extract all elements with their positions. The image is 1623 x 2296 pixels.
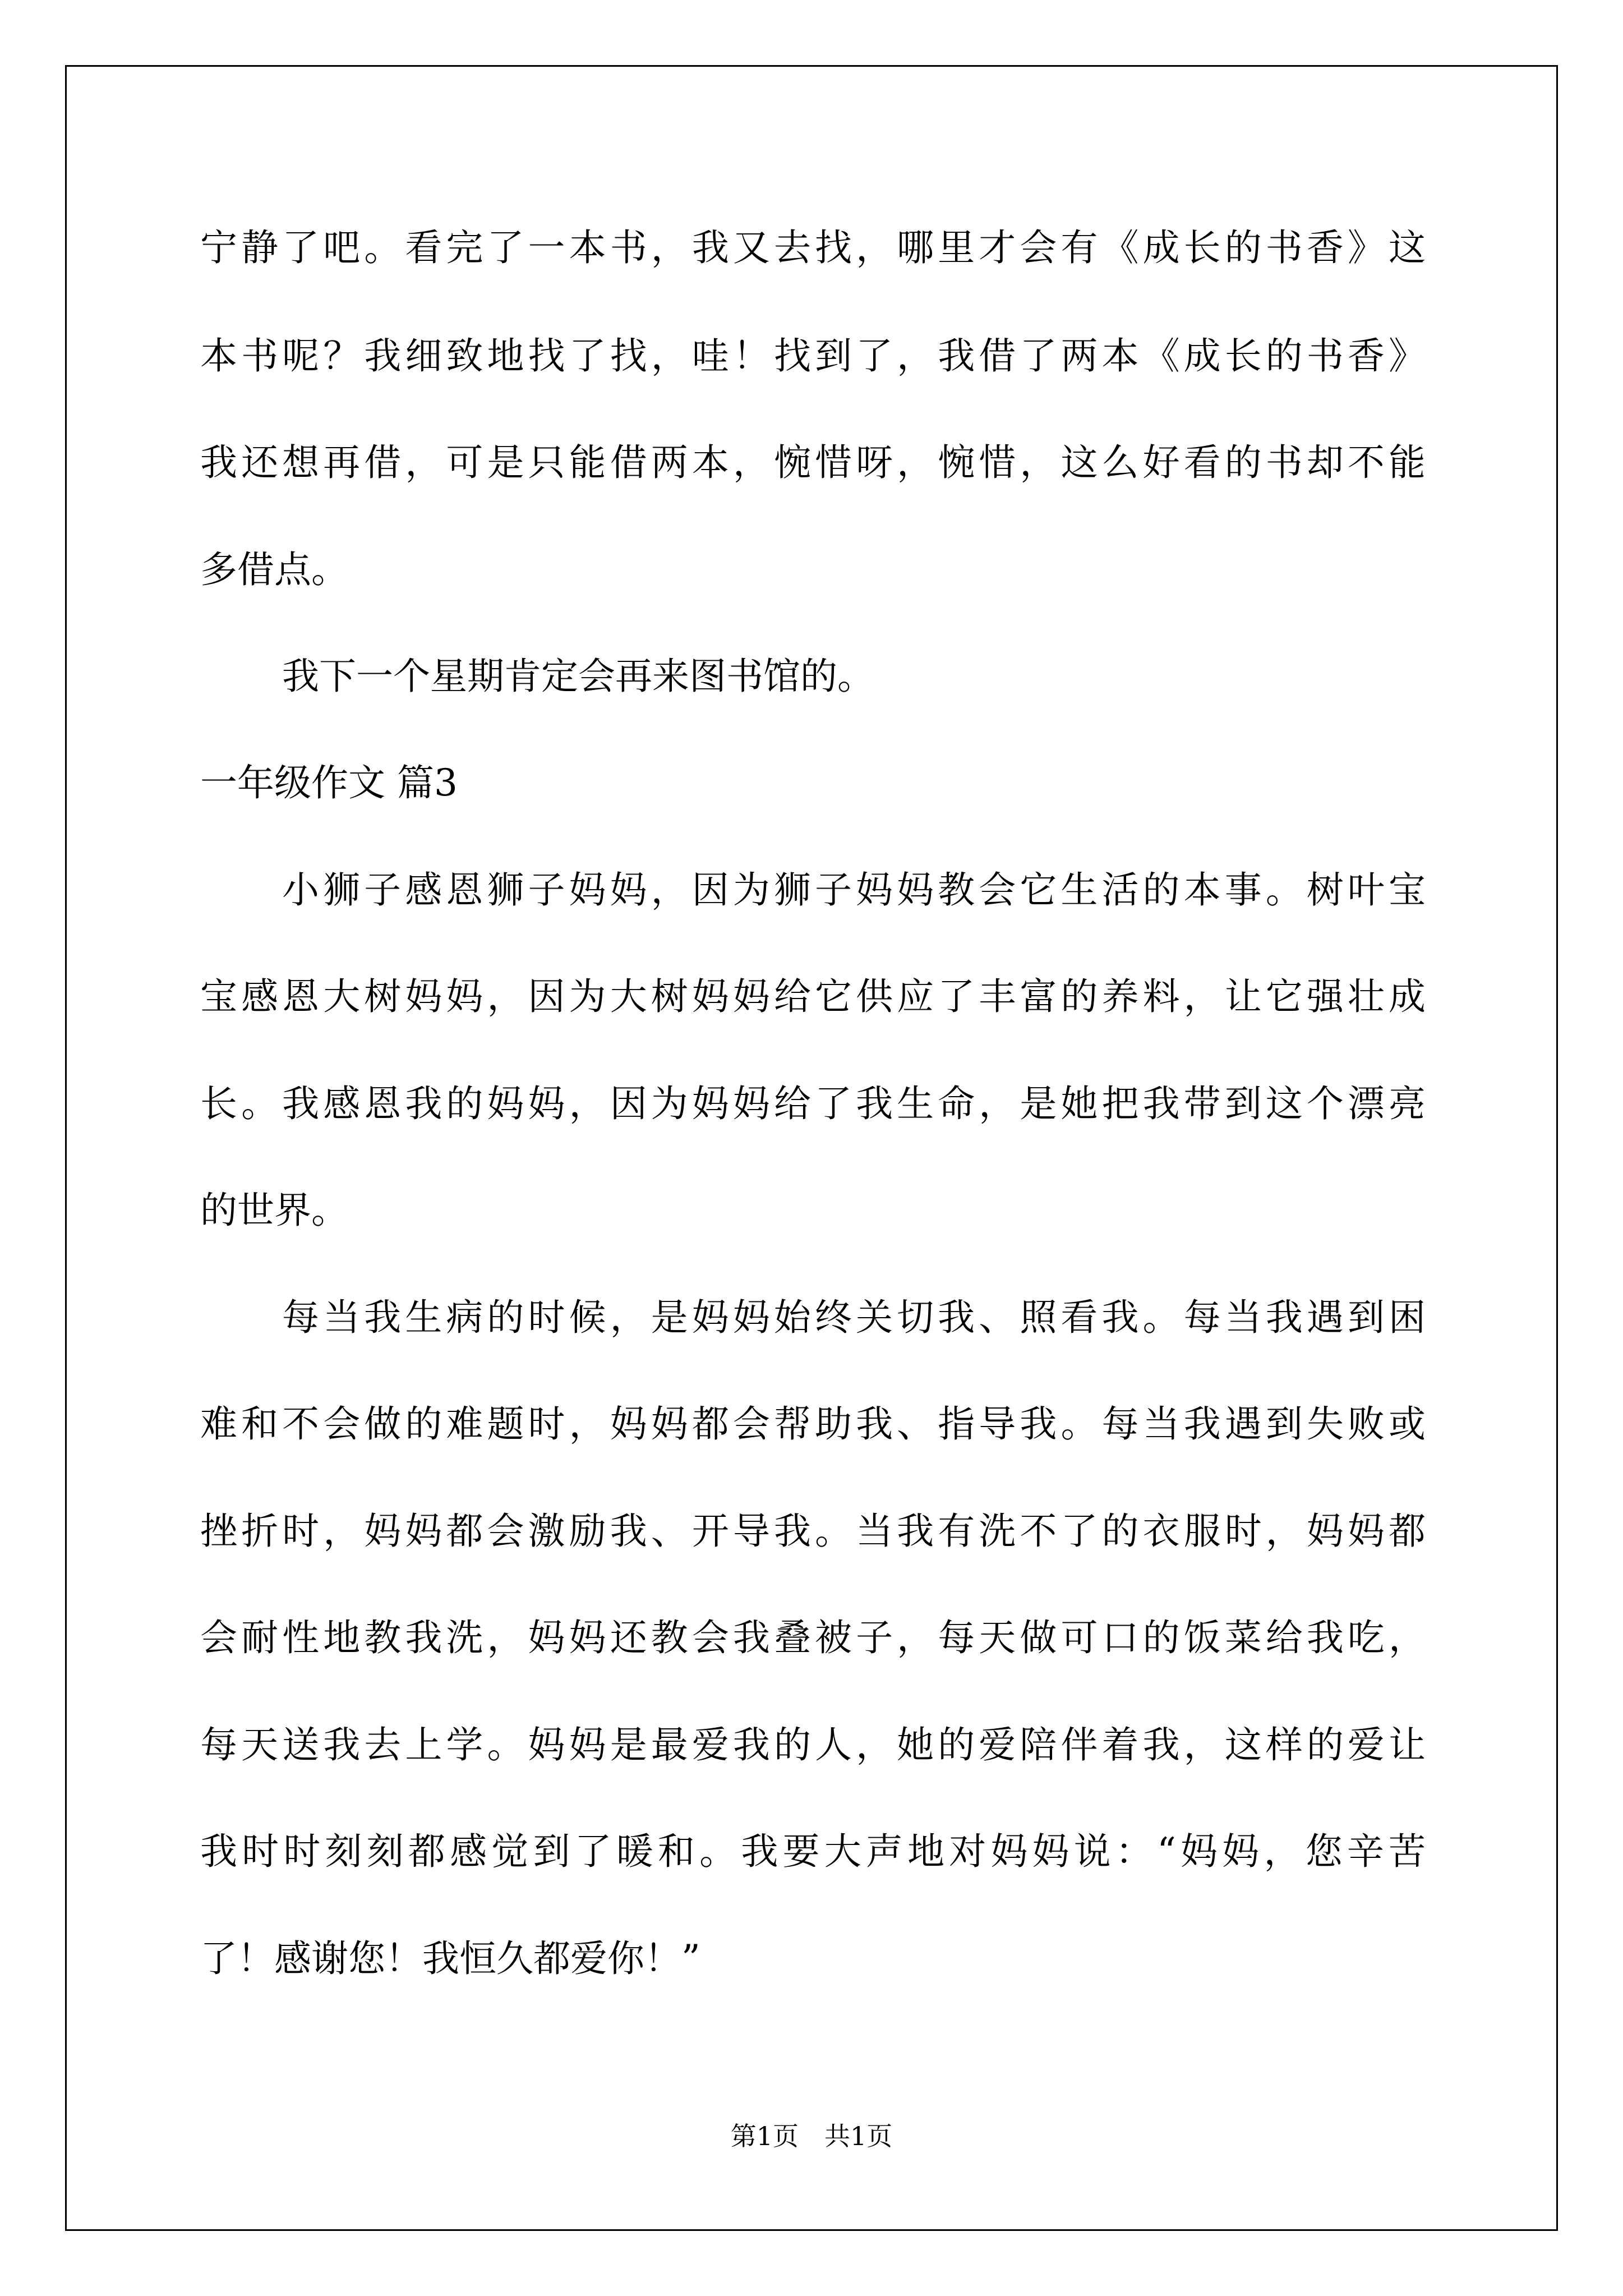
paragraph-1-line-3: 我还想再借，可是只能借两本，惋惜呀，惋惜，这么好看的书却不能 <box>200 441 1426 484</box>
paragraph-4-line-7: 了！感谢您！我恒久都爱你！” <box>200 1937 700 1980</box>
paragraph-3-line-4: 的世界。 <box>200 1189 348 1232</box>
page-footer: 第1页 共1页 <box>730 2121 893 2151</box>
paragraph-4-line-6: 我时时刻刻都感觉到了暖和。我要大声地对妈妈说：“妈妈，您辛苦 <box>200 1830 1426 1873</box>
paragraph-4-line-1: 每当我生病的时候，是妈妈始终关切我、照看我。每当我遇到困 <box>282 1296 1426 1339</box>
paragraph-3-line-1: 小狮子感恩狮子妈妈，因为狮子妈妈教会它生活的本事。树叶宝 <box>282 868 1426 912</box>
paragraph-2-line-1: 我下一个星期肯定会再来图书馆的。 <box>282 655 874 698</box>
page-border <box>65 65 1558 2231</box>
section-heading: 一年级作文 篇3 <box>200 761 458 804</box>
paragraph-3-line-3: 长。我感恩我的妈妈，因为妈妈给了我生命，是她把我带到这个漂亮 <box>200 1082 1426 1125</box>
paragraph-3-line-2: 宝感恩大树妈妈，因为大树妈妈给它供应了丰富的养料，让它强壮成 <box>200 975 1426 1018</box>
paragraph-1-line-4: 多借点。 <box>200 548 348 591</box>
paragraph-4-line-5: 每天送我去上学。妈妈是最爱我的人，她的爱陪伴着我，这样的爱让 <box>200 1723 1426 1766</box>
paragraph-1-line-2: 本书呢？我细致地找了找，哇！找到了，我借了两本《成长的书香》 <box>200 334 1426 378</box>
paragraph-4-line-3: 挫折时，妈妈都会激励我、开导我。当我有洗不了的衣服时，妈妈都 <box>200 1510 1426 1553</box>
paragraph-4-line-4: 会耐性地教我洗，妈妈还教会我叠被子，每天做可口的饭菜给我吃， <box>200 1616 1426 1659</box>
paragraph-4-line-2: 难和不会做的难题时，妈妈都会帮助我、指导我。每当我遇到失败或 <box>200 1402 1426 1446</box>
paragraph-1-line-1: 宁静了吧。看完了一本书，我又去找，哪里才会有《成长的书香》这 <box>200 226 1426 269</box>
